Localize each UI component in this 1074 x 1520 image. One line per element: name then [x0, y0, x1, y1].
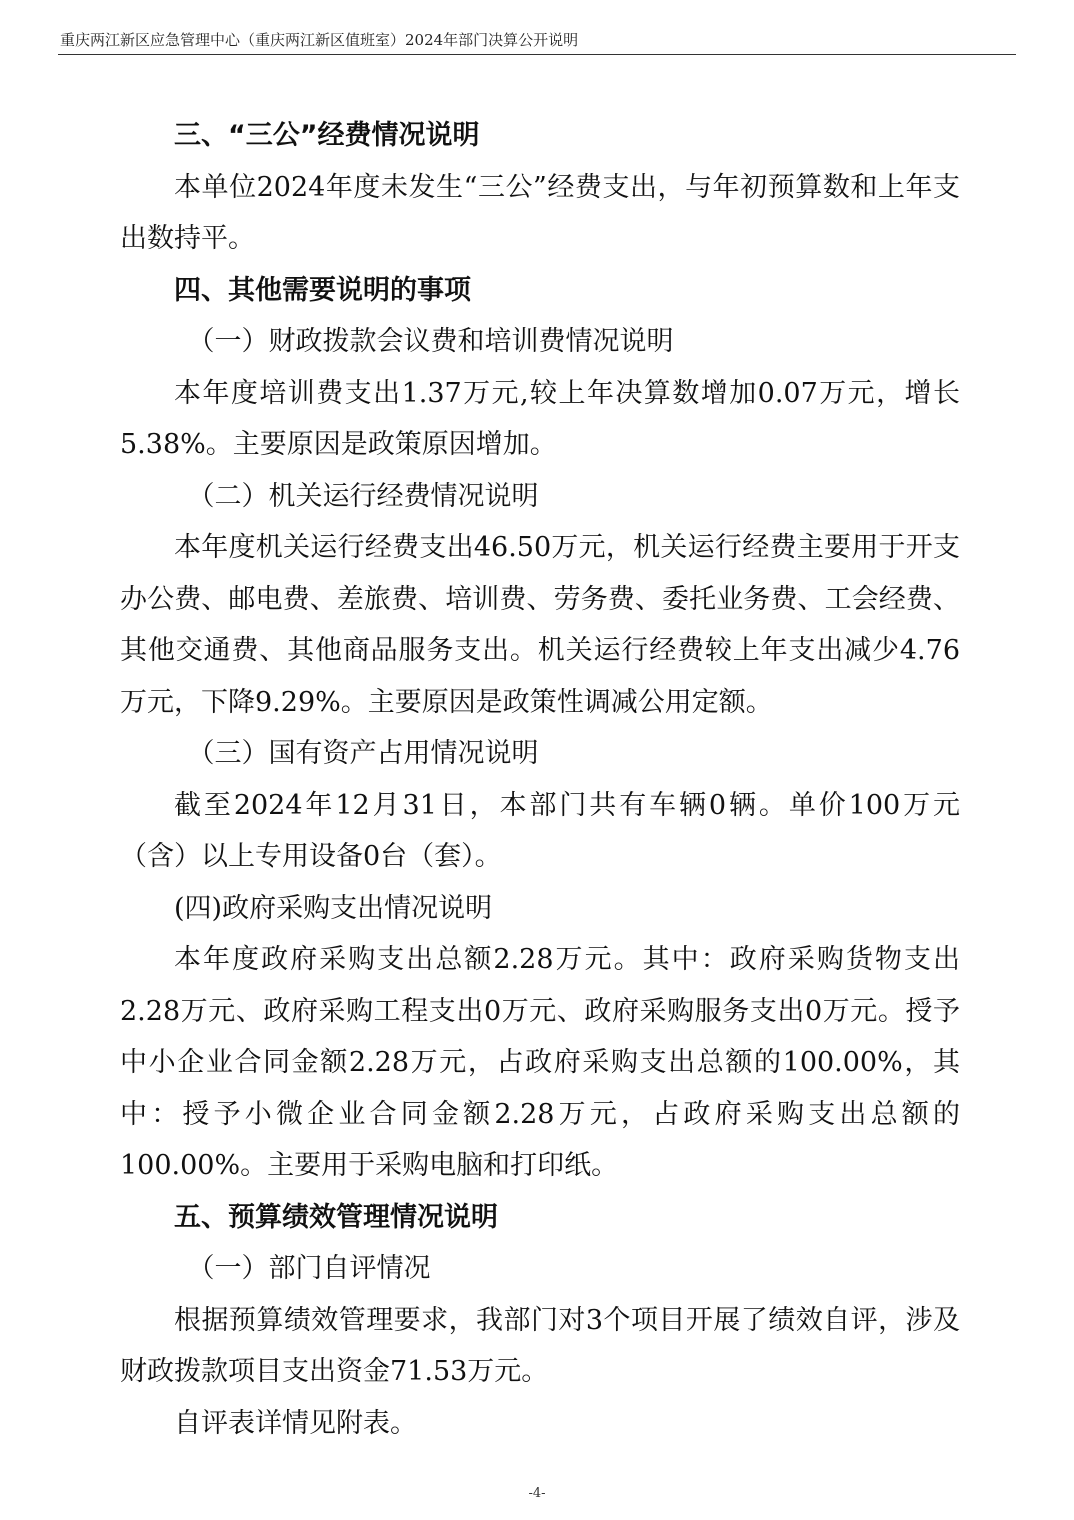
section-heading-5: 五、预算绩效管理情况说明: [174, 1201, 498, 1233]
paragraph: 本年度机关运行经费支出46.50万元，机关运行经费主要用于开支办公费、邮电费、差旅费、培训费、劳务费、委托业务费、工会经费、其他交通费、其他商品服务支出。机关运行经费较上年支出减少4.76万元，下降9.29%。主要原因是政策性调减公用定额。: [120, 532, 960, 718]
section-heading-4: 四、其他需要说明的事项: [174, 274, 471, 306]
paragraph: 本年度培训费支出1.37万元,较上年决算数增加0.07万元，增长5.38%。主要原因是政策原因增加。: [120, 377, 960, 460]
paragraph: 本单位2024年度未发生“三公”经费支出，与年初预算数和上年支出数持平。: [120, 171, 960, 254]
subsection-heading: （一）部门自评情况: [187, 1253, 431, 1284]
header-divider: [58, 54, 1016, 55]
subsection-heading: （一）财政拨款会议费和培训费情况说明: [187, 326, 674, 357]
section-heading-3: 三、“三公”经费情况说明: [174, 120, 480, 151]
paragraph: 截至2024年12月31日，本部门共有车辆0辆。单价100万元（含）以上专用设备0台（套）。: [120, 789, 960, 872]
paragraph: 自评表详情见附表。: [174, 1407, 417, 1439]
page-number: -4-: [528, 1486, 546, 1501]
subsection-heading: (四)政府采购支出情况说明: [174, 892, 493, 924]
document-body: [120, 110, 960, 1449]
subsection-heading: （三）国有资产占用情况说明: [187, 738, 539, 769]
subsection-heading: （二）机关运行经费情况说明: [187, 480, 539, 512]
paragraph: 本年度政府采购支出总额2.28万元。其中：政府采购货物支出2.28万元、政府采购工程支出0万元、政府采购服务支出0万元。授予中小企业合同金额2.28万元，占政府采购支出总额的100.00%，其中：授予小微企业合同金额2.28万元，占政府采购支出总额的100.00%。主要用于采购电脑和打印纸。: [120, 944, 960, 1181]
paragraph: 根据预算绩效管理要求，我部门对3个项目开展了绩效自评，涉及财政拨款项目支出资金71.53万元。: [120, 1304, 960, 1387]
document-header: 重庆两江新区应急管理中心（重庆两江新区值班室）2024年部门决算公开说明: [60, 31, 579, 49]
